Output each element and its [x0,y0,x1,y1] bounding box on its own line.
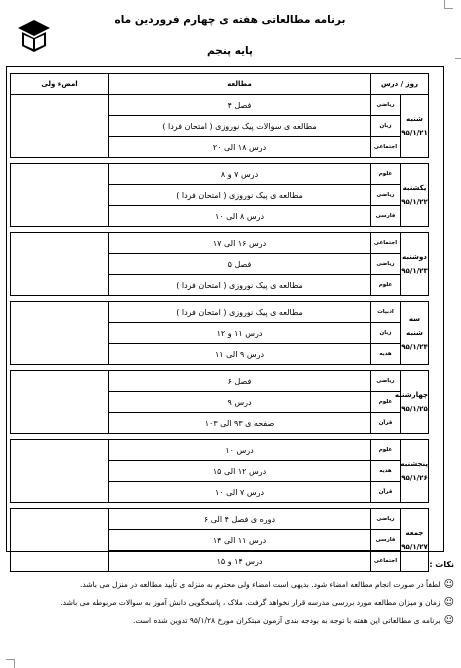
subject-cell: علوم [371,392,401,413]
task-cell: مطالعه ی پیک نوروزی ( امتحان فردا ) [109,185,371,206]
subject-cell: زبان [371,323,401,344]
task-cell: مطالعه ی پیک نوروزی ( امتحان فردا ) [109,302,371,323]
subject-cell: ریاضی [371,509,401,530]
day-date: ۹۵/۱/۲۱ [401,129,428,137]
task-cell: مطالعه ی پیک نوروزی ( امتحان فردا ) [109,275,371,296]
task-cell: درس ۹ الی ۱۱ [109,344,371,365]
subject-cell: فارسی [371,530,401,551]
subject-cell: قرآن [371,482,401,503]
signature-cell[interactable] [11,233,109,296]
smiley-icon: ☺ [443,597,454,608]
task-cell: درس ۷ الی ۱۰ [109,482,371,503]
day-date: ۹۵/۱/۲۵ [401,405,428,413]
crop-mark [455,58,461,67]
subject-cell: ریاضی [371,185,401,206]
subject-cell: فارسی [371,206,401,227]
subject-cell: قرآن [371,413,401,434]
signature-cell[interactable] [11,371,109,434]
subject-cell: اجتماعی [371,551,401,572]
signature-cell[interactable] [11,440,109,503]
day-name: سه شنبه [406,315,423,337]
task-cell: درس ۱۰ [109,440,371,461]
day-date: ۹۵/۱/۲۴ [401,343,428,351]
task-cell: درس ۱۴ و ۱۵ [109,551,371,572]
smiley-icon: ☺ [443,579,454,590]
subject-cell: ریاضی [371,371,401,392]
day-date: ۹۵/۱/۲۷ [401,543,428,551]
day-cell [394,371,429,434]
subject-cell: علوم [371,164,401,185]
subject-cell: اجتماعی [371,137,401,158]
signature-cell[interactable] [11,95,109,158]
subject-cell: زبان [371,116,401,137]
crop-mark [6,659,15,668]
header-signature: امضء ولی [11,74,109,95]
note-item [14,597,454,609]
crop-mark [444,0,453,9]
task-cell: مطالعه ی سوالات پیک نوروزی ( امتحان فردا ) [109,116,371,137]
task-cell: درس ۷ و ۸ [109,164,371,185]
signature-cell[interactable] [11,302,109,365]
subject-cell: اجتماعی [371,233,401,254]
notes-heading: نکات : [429,560,454,569]
day-cell [401,440,429,503]
table-row [11,371,429,392]
day-cell [401,164,429,227]
study-schedule-table [10,73,429,572]
table-row [11,440,429,461]
day-name: پنجشنبه [400,460,428,468]
day-name: یکشنبه [402,184,427,192]
day-date: ۹۵/۱/۲۶ [401,474,428,482]
smiley-icon: ☺ [443,615,454,626]
school-logo [14,18,54,58]
day-name: دوشنبه [402,253,427,261]
task-cell: درس ۱۲ الی ۱۵ [109,461,371,482]
task-cell: درس ۹ [109,392,371,413]
signature-cell[interactable] [11,164,109,227]
day-cell [401,233,429,296]
task-cell: فصل ۶ [109,371,371,392]
subject-cell: ریاضی [371,95,401,116]
task-cell: فصل ۵ [109,254,371,275]
subject-cell: علوم [371,440,401,461]
task-cell: درس ۱۱ و ۱۲ [109,323,371,344]
table-row [11,95,429,116]
day-cell [401,302,429,365]
grade-subtitle: پایه پنجم [207,45,253,57]
table-row [11,509,429,530]
note-text: زمان و میزان مطالعه مورد بررسی مدرسه قرار نخواهد گرفت. ملاک ، پاسخگویی دانش آموز به سوالات مربوطه می باشد. [60,598,441,607]
task-cell: درس ۱۱ الی ۱۴ [109,530,371,551]
day-cell [401,95,429,158]
header-day: روز / درس [371,74,429,95]
table-row [11,233,429,254]
task-cell: درس ۱۸ الی ۲۰ [109,137,371,158]
notes-section [14,560,454,633]
day-date: ۹۵/۱/۲۳ [401,267,428,275]
note-item [14,579,454,591]
header-study: مطالعه [109,74,371,95]
subject-cell: هدیه [371,461,401,482]
task-cell: درس ۸ الی ۱۰ [109,206,371,227]
subject-cell: ریاضی [371,254,401,275]
task-cell: درس ۱۶ الی ۱۷ [109,233,371,254]
day-date: ۹۵/۱/۲۲ [401,198,428,206]
note-text: لطفاً در صورت انجام مطالعه امضاء شود. بدیهی است امضاء ولی محترم به منزله ی تأیید مطالعه در منزل می باشد. [80,580,441,589]
day-name: جمعه [405,529,424,537]
subject-cell: هدیه [371,344,401,365]
table-row [11,302,429,323]
task-cell: صفحه ی ۹۳ الی ۱۰۳ [109,413,371,434]
day-name: شنبه [406,115,423,123]
note-item [14,615,454,627]
table-header-row [11,74,429,95]
subject-cell: ادبیات [371,302,401,323]
task-cell: دوره ی فصل ۴ الی ۶ [109,509,371,530]
subject-cell: علوم [371,275,401,296]
table-row [11,164,429,185]
note-text: برنامه ی مطالعاتی این هفته با توجه به بودجه بندی آزمون مبتکران مورخ ۹۵/۱/۲۸ تدوین شده است. [132,616,441,625]
task-cell: فصل ۴ [109,95,371,116]
document-title: برنامه مطالعاتی هفته ی چهارم فروردین ماه [114,14,346,26]
day-name: چهارشنبه [394,391,428,399]
